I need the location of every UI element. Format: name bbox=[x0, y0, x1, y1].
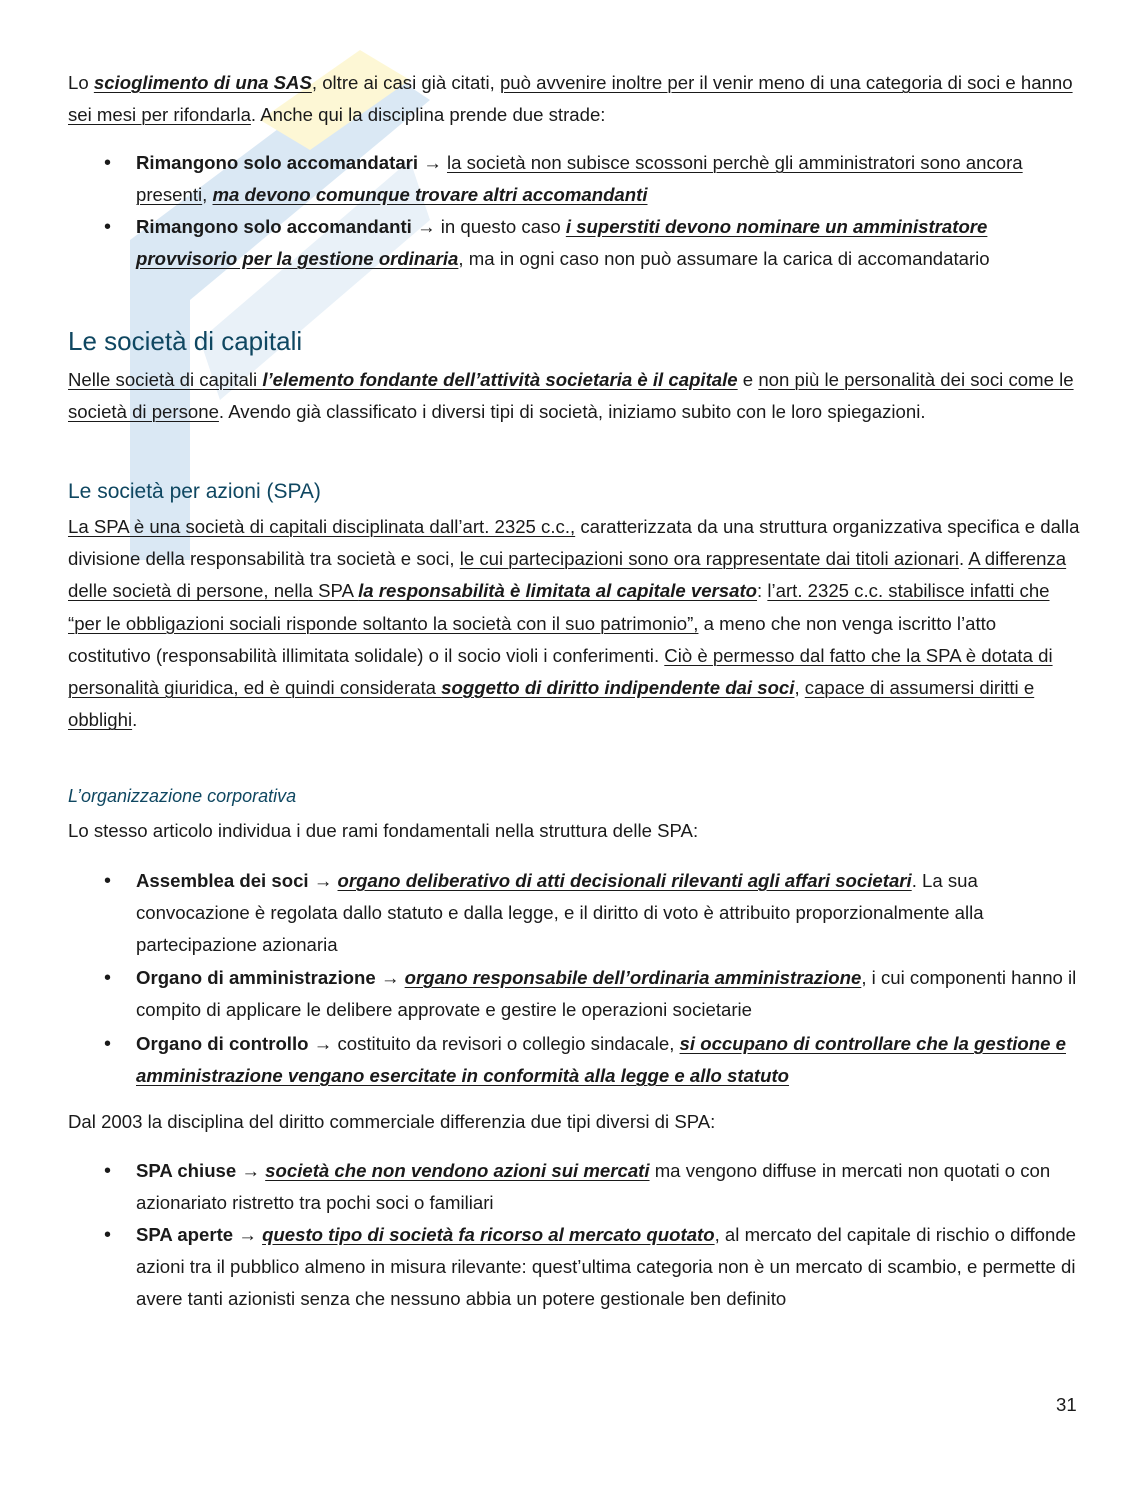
text-run: e bbox=[737, 369, 759, 390]
text-run: in questo caso bbox=[440, 216, 566, 237]
bullet-controllo bbox=[136, 1028, 1080, 1092]
emphasis-text: i superstiti devono nominare un amministratore provvisorio per la gestione ordinaria bbox=[136, 216, 988, 270]
bullet-accomandanti bbox=[136, 211, 1080, 275]
text-run: , ma in ogni caso non può assumare la carica di accomandatario bbox=[458, 248, 990, 270]
text-run: Dal 2003 la disciplina del diritto commerciale differenzia due tipi diversi di SPA: bbox=[68, 1111, 716, 1132]
emphasis-text: società che non vendono azioni sui mercati bbox=[265, 1160, 650, 1181]
emphasis-text: si occupano di controllare che la gestione e amministrazione vengano esercitate in conformità alla legge e allo statuto bbox=[136, 1033, 1066, 1087]
underlined-text: Ciò è permesso dal fatto che la SPA è dotata di personalità giuridica, ed è quindi considerata bbox=[68, 644, 1053, 699]
bullet-accomandatari bbox=[136, 147, 1080, 211]
underlined-text: non più le personalità dei soci come le società di persone bbox=[68, 369, 1074, 423]
underlined-text: Nelle società di capitali bbox=[68, 369, 263, 390]
text-run: . Anche qui la disciplina prende due strade: bbox=[250, 104, 606, 126]
emphasis-text: l’elemento fondante dell’attività societaria è il capitale bbox=[262, 369, 738, 390]
underlined-text: A differenza delle società di persone, nella SPA bbox=[68, 548, 1067, 602]
text-run: Lo bbox=[68, 72, 94, 93]
underlined-text: può avvenire inoltre per il venir meno di una categoria di soci e hanno sei mesi per rifondarla bbox=[68, 72, 1073, 126]
bullet-spa-chiuse bbox=[136, 1155, 1080, 1219]
text-run: a meno che non venga iscritto l’atto costitutivo (responsabilità illimitata solidale) o il socio violi i conferimenti. bbox=[68, 612, 997, 666]
underlined-text: La SPA è una società di capitali disciplinata dall’art. 2325 c.c., bbox=[68, 516, 576, 537]
bullet-amministrazione bbox=[136, 962, 1080, 1026]
emphasis-text: organo responsabile dell’ordinaria amministrazione bbox=[404, 967, 862, 988]
bold-term: Organo di controllo → bbox=[136, 1033, 338, 1054]
emphasis-text: organo deliberativo di atti decisionali rilevanti agli affari societari bbox=[337, 870, 912, 891]
text-run: , bbox=[794, 677, 805, 699]
text-run: costituito da revisori o collegio sindacale, bbox=[337, 1033, 680, 1054]
bold-term: SPA chiuse → bbox=[136, 1160, 266, 1181]
paragraph-societa-capitali bbox=[68, 364, 1080, 428]
heading-organizzazione: L’organizzazione corporativa bbox=[68, 786, 297, 806]
paragraph-spa bbox=[68, 511, 1080, 736]
heading-societa-capitali: Le società di capitali bbox=[68, 326, 303, 356]
page-number: 31 bbox=[1056, 1394, 1077, 1415]
paragraph-rami bbox=[68, 815, 1080, 847]
text-run: , oltre ai casi già citati, bbox=[311, 72, 500, 93]
text-run: , i cui componenti hanno il compito di applicare le delibere approvate e gestire le operazioni societarie bbox=[136, 967, 1077, 1021]
text-run: ma vengono diffuse in mercati non quotati o con azionariato ristretto tra pochi soci o familiari bbox=[136, 1160, 1051, 1214]
heading-spa: Le società per azioni (SPA) bbox=[68, 480, 321, 503]
text-run: , bbox=[202, 184, 213, 206]
text-run: : bbox=[757, 580, 768, 602]
paragraph-tipi-spa bbox=[68, 1106, 1080, 1138]
bold-term: Organo di amministrazione → bbox=[136, 967, 405, 988]
emphasis-text: scioglimento di una SAS bbox=[93, 72, 312, 93]
emphasis-text: ma devono comunque trovare altri accomandanti bbox=[212, 184, 648, 206]
emphasis-text: questo tipo di società fa ricorso al mercato quotato bbox=[262, 1224, 715, 1245]
bold-term: SPA aperte → bbox=[136, 1224, 263, 1245]
text-run: Lo stesso articolo individua i due rami fondamentali nella struttura delle SPA: bbox=[68, 820, 699, 841]
underlined-text: capace di assumersi diritti e obblighi bbox=[68, 677, 1035, 731]
underlined-text: la società non subisce scossoni perchè gli amministratori sono ancora presenti bbox=[136, 152, 1023, 206]
bold-term: Rimangono solo accomandanti → bbox=[136, 216, 441, 237]
text-run: . La sua convocazione è regolata dallo statuto e dalla legge, e il diritto di voto è attribuito proporzionalmente alla partecipazione azionaria bbox=[136, 870, 984, 956]
text-run: , al mercato del capitale di rischio o diffonde azioni tra il pubblico almeno in misura rilevante: quest’ultima categoria non è un mercato di scambio, e permette di avere tanti azionisti senza che nessuno abbia un potere gestionale ben definito bbox=[136, 1224, 1077, 1310]
underlined-text: l’art. 2325 c.c. stabilisce infatti che “per le obbligazioni sociali risponde soltanto la società con il suo patrimonio”, bbox=[68, 580, 1050, 634]
bullet-assemblea bbox=[136, 865, 1080, 962]
paragraph-sas-dissolution bbox=[68, 67, 1080, 131]
bold-term: Rimangono solo accomandatari → bbox=[136, 152, 447, 173]
bullet-spa-aperte bbox=[136, 1219, 1080, 1316]
emphasis-text: soggetto di diritto indipendente dai soci bbox=[441, 677, 795, 699]
underlined-text: le cui partecipazioni sono ora rappresentate dai titoli azionari bbox=[459, 548, 959, 570]
bold-term: Assemblea dei soci → bbox=[136, 870, 338, 891]
text-run: caratterizzata da una struttura organizzativa specifica e dalla divisione della responsabilità tra società e soci, bbox=[68, 516, 1080, 570]
text-run: . bbox=[958, 548, 969, 570]
text-run: . bbox=[132, 709, 138, 731]
emphasis-text: la responsabilità è limitata al capitale versato bbox=[358, 580, 758, 602]
text-run: . Avendo già classificato i diversi tipi di società, iniziamo subito con le loro spiegazioni. bbox=[218, 401, 926, 423]
